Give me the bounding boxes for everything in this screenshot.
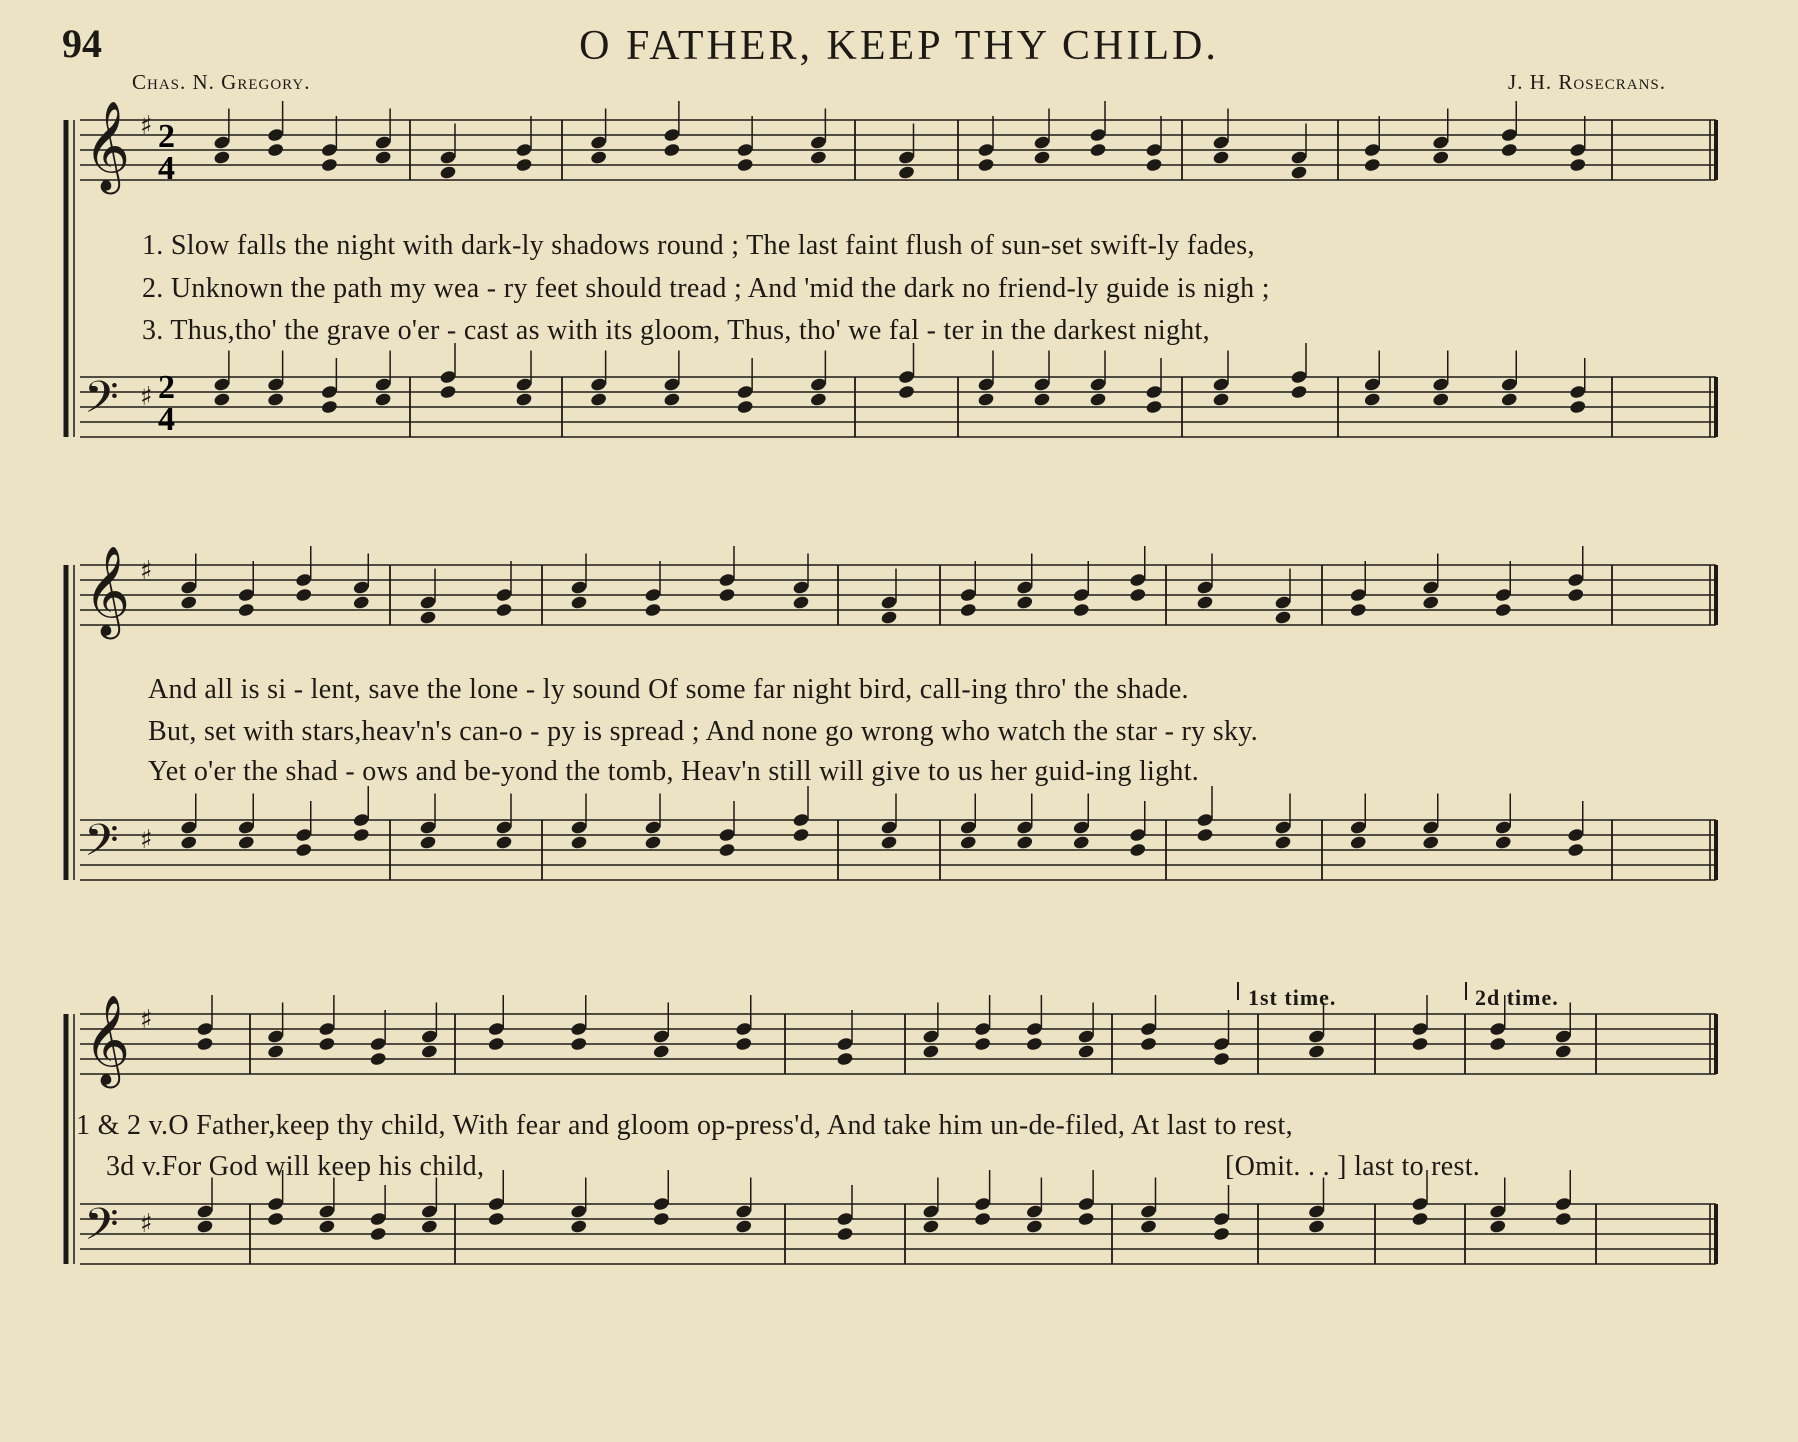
- notehead: [718, 842, 736, 857]
- notehead: [1422, 835, 1440, 850]
- notehead: [922, 1044, 940, 1059]
- notehead: [515, 157, 533, 172]
- treble-clef-icon: 𝄞: [84, 995, 131, 1085]
- notehead: [836, 1226, 854, 1241]
- notehead: [439, 384, 457, 399]
- notehead: [374, 150, 392, 165]
- notehead: [1349, 835, 1367, 850]
- notehead: [1308, 1219, 1326, 1234]
- notehead: [1290, 384, 1308, 399]
- notehead: [652, 1044, 670, 1059]
- notehead: [1569, 157, 1587, 172]
- notehead: [1489, 1219, 1507, 1234]
- bass-clef-icon: 𝄢: [84, 371, 119, 434]
- notehead: [1140, 1219, 1158, 1234]
- notehead: [374, 392, 392, 407]
- treble-clef-icon: 𝄞: [84, 101, 131, 191]
- treble-clef-icon: 𝄞: [84, 546, 131, 636]
- refrain-verse-3-ending: [Omit. . . ] last to rest.: [1225, 1151, 1481, 1182]
- notehead: [974, 1036, 992, 1051]
- notehead: [718, 587, 736, 602]
- notehead: [736, 157, 754, 172]
- notehead: [1033, 392, 1051, 407]
- notehead: [644, 835, 662, 850]
- notehead: [1145, 399, 1163, 414]
- notehead: [237, 835, 255, 850]
- notehead: [922, 1219, 940, 1234]
- notehead: [1363, 157, 1381, 172]
- notehead: [792, 827, 810, 842]
- notehead: [570, 1219, 588, 1234]
- notehead: [420, 1044, 438, 1059]
- notehead: [1025, 1219, 1043, 1234]
- notehead: [974, 1211, 992, 1226]
- notehead: [1129, 842, 1147, 857]
- notehead: [1500, 392, 1518, 407]
- sharp-icon: ♯: [140, 111, 153, 141]
- notehead: [320, 157, 338, 172]
- notehead: [1213, 1226, 1231, 1241]
- notehead: [180, 595, 198, 610]
- notehead: [267, 1044, 285, 1059]
- notehead: [792, 595, 810, 610]
- notehead: [1569, 399, 1587, 414]
- notehead: [1016, 835, 1034, 850]
- sharp-icon: ♯: [140, 825, 153, 855]
- page-number: 94: [62, 21, 102, 66]
- bass-clef-icon: 𝄢: [84, 1198, 119, 1261]
- notehead: [959, 602, 977, 617]
- notehead: [1089, 142, 1107, 157]
- notehead: [570, 835, 588, 850]
- first-ending-label: 1st time.: [1248, 985, 1337, 1010]
- notehead: [977, 157, 995, 172]
- notehead: [439, 165, 457, 180]
- verse-3-line-2: Yet o'er the shad - ows and be-yond the tomb, Heav'n still will give to us her guid-ing light.: [148, 756, 1200, 787]
- time-sig-bottom-bass: 4: [158, 401, 175, 438]
- notehead: [735, 1036, 753, 1051]
- notehead: [1274, 610, 1292, 625]
- notehead: [1554, 1044, 1572, 1059]
- time-sig-top-treble: 2: [158, 118, 175, 155]
- notehead: [1213, 1051, 1231, 1066]
- notehead: [898, 165, 916, 180]
- second-ending-label: 2d time.: [1475, 985, 1559, 1010]
- notehead: [419, 610, 437, 625]
- notehead: [295, 842, 313, 857]
- notehead: [1196, 827, 1214, 842]
- notehead: [590, 392, 608, 407]
- notehead: [880, 610, 898, 625]
- notehead: [663, 142, 681, 157]
- notehead: [180, 835, 198, 850]
- notehead: [1145, 157, 1163, 172]
- notehead: [1308, 1044, 1326, 1059]
- notehead: [1140, 1036, 1158, 1051]
- notehead: [1422, 595, 1440, 610]
- notehead: [1077, 1044, 1095, 1059]
- notehead: [1432, 150, 1450, 165]
- notehead: [1500, 142, 1518, 157]
- refrain-verses-1-2: 1 & 2 v.O Father,keep thy child, With fear and gloom op-press'd, And take him un-de-filed, At last to rest,: [76, 1110, 1293, 1141]
- notehead: [196, 1036, 214, 1051]
- sharp-icon: ♯: [140, 382, 153, 412]
- notehead: [267, 142, 285, 157]
- notehead: [369, 1226, 387, 1241]
- notehead: [663, 392, 681, 407]
- notehead: [1432, 392, 1450, 407]
- refrain-verse-3: 3d v.For God will keep his child,: [106, 1151, 485, 1182]
- notehead: [880, 835, 898, 850]
- notehead: [495, 602, 513, 617]
- notehead: [809, 150, 827, 165]
- verse-2-line-2: But, set with stars,heav'n's can-o - py is spread ; And none go wrong who watch the star - ry sky.: [148, 716, 1259, 747]
- notehead: [1363, 392, 1381, 407]
- notehead: [736, 399, 754, 414]
- notehead: [419, 835, 437, 850]
- notehead: [570, 1036, 588, 1051]
- notehead: [1089, 392, 1107, 407]
- notehead: [352, 595, 370, 610]
- sharp-icon: ♯: [140, 556, 153, 586]
- verse-1-line-2: And all is si - lent, save the lone - ly sound Of some far night bird, call-ing thro' the shade.: [148, 674, 1189, 705]
- notehead: [644, 602, 662, 617]
- notehead: [1072, 602, 1090, 617]
- notehead: [1494, 835, 1512, 850]
- notehead: [809, 392, 827, 407]
- notehead: [1033, 150, 1051, 165]
- verse-3-line-1: 3. Thus,tho' the grave o'er - cast as with its gloom, Thus, tho' we fal - ter in the darkest night,: [142, 315, 1210, 346]
- notehead: [196, 1219, 214, 1234]
- notehead: [352, 827, 370, 842]
- notehead: [420, 1219, 438, 1234]
- notehead: [959, 835, 977, 850]
- notehead: [590, 150, 608, 165]
- notehead: [487, 1211, 505, 1226]
- sharp-icon: ♯: [140, 1209, 153, 1239]
- notehead: [570, 595, 588, 610]
- notehead: [1567, 842, 1585, 857]
- time-sig-top-bass: 2: [158, 369, 175, 406]
- lyricist-credit: Chas. N. Gregory.: [132, 70, 311, 94]
- notehead: [213, 150, 231, 165]
- notehead: [898, 384, 916, 399]
- notehead: [320, 399, 338, 414]
- notehead: [1016, 595, 1034, 610]
- notehead: [1212, 150, 1230, 165]
- composer-credit: J. H. Rosecrans.: [1508, 70, 1666, 94]
- notehead: [515, 392, 533, 407]
- notehead: [318, 1036, 336, 1051]
- sharp-icon: ♯: [140, 1005, 153, 1035]
- notehead: [213, 392, 231, 407]
- notehead: [1290, 165, 1308, 180]
- notehead: [237, 602, 255, 617]
- notehead: [295, 587, 313, 602]
- notehead: [652, 1211, 670, 1226]
- notehead: [836, 1051, 854, 1066]
- notehead: [1129, 587, 1147, 602]
- notehead: [1025, 1036, 1043, 1051]
- notehead: [1411, 1036, 1429, 1051]
- bass-clef-icon: 𝄢: [84, 814, 119, 877]
- notehead: [318, 1219, 336, 1234]
- notehead: [1072, 835, 1090, 850]
- notehead: [735, 1219, 753, 1234]
- notehead: [1554, 1211, 1572, 1226]
- notehead: [369, 1051, 387, 1066]
- notehead: [1567, 587, 1585, 602]
- time-sig-bottom-treble: 4: [158, 150, 175, 187]
- notehead: [1077, 1211, 1095, 1226]
- verse-1-line-1: 1. Slow falls the night with dark-ly shadows round ; The last faint flush of sun-set swift-ly fades,: [142, 230, 1255, 261]
- notehead: [495, 835, 513, 850]
- notehead: [1349, 602, 1367, 617]
- notehead: [1196, 595, 1214, 610]
- verse-2-line-1: 2. Unknown the path my wea - ry feet should tread ; And 'mid the dark no friend-ly guide is nigh ;: [142, 273, 1270, 304]
- notehead: [1274, 835, 1292, 850]
- hymn-title: O FATHER, KEEP THY CHILD.: [579, 23, 1219, 69]
- notehead: [267, 392, 285, 407]
- notehead: [1212, 392, 1230, 407]
- notehead: [1489, 1036, 1507, 1051]
- notehead: [977, 392, 995, 407]
- notehead: [487, 1036, 505, 1051]
- notehead: [1411, 1211, 1429, 1226]
- notehead: [1494, 602, 1512, 617]
- notehead: [267, 1211, 285, 1226]
